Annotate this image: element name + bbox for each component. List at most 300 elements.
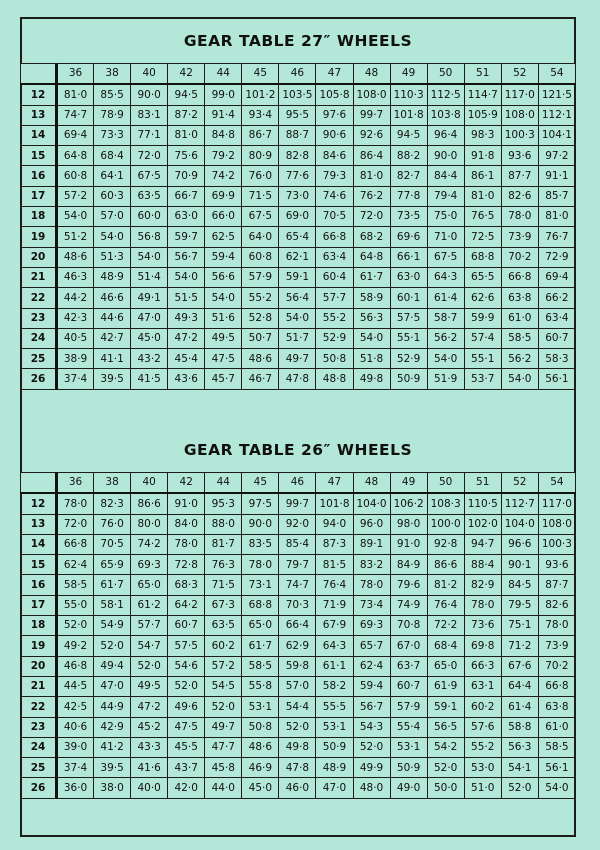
gear-cell: 84·8	[205, 125, 242, 145]
gear-cell: 38·0	[94, 778, 131, 798]
gear-cell: 49·5	[205, 328, 242, 348]
gear-cell: 103·5	[279, 84, 316, 105]
gear-cell: 80·0	[131, 514, 168, 534]
column-header: 50	[427, 64, 464, 85]
gear-cell: 54·1	[501, 758, 538, 778]
table-row	[21, 227, 576, 247]
gear-cell: 82·7	[390, 166, 427, 186]
column-header: 51	[464, 473, 501, 494]
gear-cell: 45·7	[205, 369, 242, 389]
gear-cell: 97·2	[538, 146, 575, 166]
gear-cell: 73·5	[390, 207, 427, 227]
row-header: 23	[21, 717, 57, 737]
gear-cell: 87·2	[168, 105, 205, 125]
column-header: 46	[279, 473, 316, 494]
gear-cell: 53·1	[390, 737, 427, 757]
row-header: 24	[21, 328, 57, 348]
gear-cell: 67·6	[501, 656, 538, 676]
gear-cell: 68·3	[168, 575, 205, 595]
column-header: 48	[353, 473, 390, 494]
gear-cell: 43·7	[168, 758, 205, 778]
table-row	[21, 105, 576, 125]
gear-cell: 105·9	[464, 105, 501, 125]
gear-cell: 46·0	[279, 778, 316, 798]
gear-cell: 59·1	[279, 267, 316, 287]
row-header: 16	[21, 166, 57, 186]
gear-cell: 55·1	[464, 349, 501, 369]
row-header: 18	[21, 207, 57, 227]
gear-cell: 68·4	[94, 146, 131, 166]
gear-cell: 47·5	[205, 349, 242, 369]
gear-cell: 54·0	[57, 207, 94, 227]
gear-cell: 100·0	[427, 514, 464, 534]
gear-cell: 47·5	[168, 717, 205, 737]
gear-cell: 60·7	[538, 328, 575, 348]
gear-cell: 69·3	[353, 616, 390, 636]
gear-cell: 110·3	[390, 84, 427, 105]
gear-cell: 59·7	[168, 227, 205, 247]
gear-cell: 56·2	[427, 328, 464, 348]
gear-cell: 49·4	[94, 656, 131, 676]
gear-cell: 82·8	[279, 146, 316, 166]
gear-cell: 66·2	[538, 288, 575, 308]
gear-cell: 49·9	[353, 758, 390, 778]
gear-cell: 60·8	[57, 166, 94, 186]
row-header: 26	[21, 778, 57, 798]
gear-cell: 61·7	[94, 575, 131, 595]
gear-cell: 49·7	[279, 349, 316, 369]
gear-cell: 110·5	[464, 493, 501, 514]
gear-cell: 66·1	[390, 247, 427, 267]
gear-cell: 64·8	[57, 146, 94, 166]
gear-cell: 66·4	[279, 616, 316, 636]
gear-cell: 55·4	[390, 717, 427, 737]
gear-cell: 81·0	[168, 125, 205, 145]
gear-cell: 51·2	[57, 227, 94, 247]
gear-cell: 64·1	[94, 166, 131, 186]
gear-cell: 102·0	[464, 514, 501, 534]
gear-cell: 39·0	[57, 737, 94, 757]
gear-cell: 82·6	[501, 186, 538, 206]
column-header: 52	[501, 64, 538, 85]
gear-cell: 78·0	[353, 575, 390, 595]
gear-cell: 46·3	[57, 267, 94, 287]
gear-cell: 57·5	[390, 308, 427, 328]
gear-cell: 82·3	[94, 493, 131, 514]
gear-cell: 101·2	[242, 84, 279, 105]
gear-cell: 54·0	[538, 778, 575, 798]
gear-cell: 96·4	[427, 125, 464, 145]
gear-cell: 54·2	[427, 737, 464, 757]
gear-cell: 104·1	[538, 125, 575, 145]
gear-cell: 84·5	[501, 575, 538, 595]
gear-cell: 70·5	[94, 534, 131, 554]
gear-cell: 61·4	[427, 288, 464, 308]
gear-cell: 61·7	[242, 636, 279, 656]
gear-cell: 100·3	[501, 125, 538, 145]
gear-cell: 52·9	[390, 349, 427, 369]
gear-cell: 42·7	[94, 328, 131, 348]
gear-cell: 88·0	[205, 514, 242, 534]
table-row	[21, 125, 576, 145]
gear-cell: 97·5	[242, 493, 279, 514]
column-header: 36	[57, 473, 94, 494]
gear-cell: 50·8	[242, 717, 279, 737]
gear-cell: 99·0	[205, 84, 242, 105]
gear-cell: 112·1	[538, 105, 575, 125]
gear-cell: 64·3	[427, 267, 464, 287]
gear-cell: 73·4	[353, 595, 390, 615]
gear-cell: 71·5	[205, 575, 242, 595]
gear-cell: 57·7	[131, 616, 168, 636]
gear-cell: 82·6	[538, 595, 575, 615]
gear-cell: 86·6	[427, 555, 464, 575]
gear-cell: 54·0	[131, 247, 168, 267]
gear-cell: 98·3	[464, 125, 501, 145]
row-header: 20	[21, 247, 57, 267]
gear-cell: 78·9	[94, 105, 131, 125]
gear-cell: 61·0	[501, 308, 538, 328]
gear-cell: 78·0	[464, 595, 501, 615]
gear-cell: 73·9	[538, 636, 575, 656]
row-header: 26	[21, 369, 57, 389]
gear-cell: 70·3	[279, 595, 316, 615]
gear-cell: 49·8	[353, 369, 390, 389]
gear-cell: 49·7	[205, 717, 242, 737]
row-header: 24	[21, 737, 57, 757]
gear-cell: 72·8	[168, 555, 205, 575]
gear-cell: 48·9	[316, 758, 353, 778]
gear-cell: 57·0	[279, 676, 316, 696]
gear-cell: 49·2	[57, 636, 94, 656]
gear-cell: 92·6	[353, 125, 390, 145]
gear-cell: 47·2	[168, 328, 205, 348]
header-row	[21, 473, 576, 494]
gear-cell: 46·9	[242, 758, 279, 778]
gear-cell: 76·0	[242, 166, 279, 186]
gear-cell: 67·0	[390, 636, 427, 656]
gear-cell: 57·0	[94, 207, 131, 227]
table-row	[21, 717, 576, 737]
gear-cell: 64·2	[168, 595, 205, 615]
gear-cell: 77·1	[131, 125, 168, 145]
table-row	[21, 534, 576, 554]
gear-cell: 67·5	[242, 207, 279, 227]
gear-cell: 65·0	[242, 616, 279, 636]
column-header: 52	[501, 473, 538, 494]
table-row	[21, 616, 576, 636]
gear-cell: 83·5	[242, 534, 279, 554]
gear-cell: 66·8	[538, 676, 575, 696]
column-header: 38	[94, 64, 131, 85]
gear-cell: 121·5	[538, 84, 575, 105]
row-header: 17	[21, 595, 57, 615]
gear-cell: 45·2	[131, 717, 168, 737]
header-row	[21, 64, 576, 85]
gear-cell: 58·9	[353, 288, 390, 308]
gear-cell: 52·0	[427, 758, 464, 778]
gear-cell: 56·6	[205, 267, 242, 287]
gear-cell: 92·8	[427, 534, 464, 554]
table-row	[21, 308, 576, 328]
gear-cell: 44·6	[94, 308, 131, 328]
column-header: 45	[242, 64, 279, 85]
gear-cell: 108·3	[427, 493, 464, 514]
gear-cell: 81·0	[538, 207, 575, 227]
gear-cell: 69·0	[279, 207, 316, 227]
gear-cell: 81·0	[353, 166, 390, 186]
gear-cell: 55·1	[390, 328, 427, 348]
table-row	[21, 514, 576, 534]
gear-cell: 62·1	[279, 247, 316, 267]
gear-cell: 79·5	[501, 595, 538, 615]
gear-cell: 64·8	[353, 247, 390, 267]
gear-cell: 76·3	[205, 555, 242, 575]
gear-cell: 70·5	[316, 207, 353, 227]
gear-cell: 52·0	[501, 778, 538, 798]
gear-cell: 65·7	[353, 636, 390, 656]
gear-cell: 48·6	[57, 247, 94, 267]
table-row	[21, 186, 576, 206]
column-header: 54	[538, 64, 575, 85]
gear-cell: 47·2	[131, 697, 168, 717]
gear-cell: 45·5	[168, 737, 205, 757]
table-row	[21, 493, 576, 514]
gear-cell: 63·5	[205, 616, 242, 636]
gear-cell: 50·9	[390, 369, 427, 389]
gear-table-27	[20, 19, 576, 390]
row-header: 15	[21, 146, 57, 166]
gear-cell: 93·6	[538, 555, 575, 575]
gear-cell: 75·1	[501, 616, 538, 636]
table-row	[21, 676, 576, 696]
gear-cell: 90·0	[242, 514, 279, 534]
gear-cell: 41·1	[94, 349, 131, 369]
table-title: GEAR TABLE 27″ WHEELS	[183, 32, 413, 50]
gear-cell: 87·7	[501, 166, 538, 186]
gear-cell: 114·7	[464, 84, 501, 105]
gear-cell: 67·5	[427, 247, 464, 267]
table-row	[21, 84, 576, 105]
gear-cell: 86·7	[242, 125, 279, 145]
gear-cell: 43·2	[131, 349, 168, 369]
gear-cell: 108·0	[501, 105, 538, 125]
gear-cell: 95·3	[205, 493, 242, 514]
gear-cell: 63·8	[501, 288, 538, 308]
gear-cell: 81·0	[57, 84, 94, 105]
gear-cell: 91·8	[464, 146, 501, 166]
gear-cell: 49·0	[390, 778, 427, 798]
gear-cell: 112·5	[427, 84, 464, 105]
corner-cell	[21, 473, 57, 494]
gear-cell: 106·2	[390, 493, 427, 514]
gear-cell: 65·9	[94, 555, 131, 575]
table-row	[21, 555, 576, 575]
gear-cell: 76·4	[427, 595, 464, 615]
gear-cell: 58·5	[57, 575, 94, 595]
gear-cell: 59·9	[464, 308, 501, 328]
gear-cell: 99·7	[279, 493, 316, 514]
gear-cell: 56·7	[353, 697, 390, 717]
gear-cell: 62·4	[353, 656, 390, 676]
gear-cell: 58·5	[501, 328, 538, 348]
gear-cell: 47·8	[279, 369, 316, 389]
gear-cell: 57·2	[205, 656, 242, 676]
row-header: 14	[21, 125, 57, 145]
gear-cell: 90·0	[427, 146, 464, 166]
column-header: 40	[131, 473, 168, 494]
gear-cell: 117·0	[501, 84, 538, 105]
gear-cell: 55·2	[242, 288, 279, 308]
gear-cell: 117·0	[538, 493, 575, 514]
gear-cell: 96·6	[501, 534, 538, 554]
gear-cell: 72·2	[427, 616, 464, 636]
gear-cell: 56·2	[501, 349, 538, 369]
gear-cell: 43·3	[131, 737, 168, 757]
gear-cell: 93·6	[501, 146, 538, 166]
gear-cell: 63·8	[538, 697, 575, 717]
row-header: 21	[21, 676, 57, 696]
gear-grid	[20, 472, 576, 799]
gear-cell: 88·7	[279, 125, 316, 145]
table-row	[21, 778, 576, 798]
gear-cell: 55·2	[464, 737, 501, 757]
gear-cell: 92·0	[279, 514, 316, 534]
gear-cell: 42·0	[168, 778, 205, 798]
gear-cell: 67·5	[131, 166, 168, 186]
gear-cell: 60·4	[316, 267, 353, 287]
gear-cell: 94·5	[168, 84, 205, 105]
gear-cell: 79·6	[390, 575, 427, 595]
gear-cell: 66·8	[501, 267, 538, 287]
gear-cell: 57·5	[168, 636, 205, 656]
table-row	[21, 146, 576, 166]
gear-cell: 40·6	[57, 717, 94, 737]
gear-cell: 74·7	[279, 575, 316, 595]
gear-cell: 46·8	[57, 656, 94, 676]
table-row	[21, 267, 576, 287]
gear-cell: 84·6	[316, 146, 353, 166]
gear-cell: 101·8	[390, 105, 427, 125]
gear-cell: 68·4	[427, 636, 464, 656]
gear-cell: 85·5	[94, 84, 131, 105]
table-row	[21, 328, 576, 348]
gear-cell: 58·5	[538, 737, 575, 757]
gear-cell: 63·4	[538, 308, 575, 328]
gear-cell: 49·1	[131, 288, 168, 308]
gear-cell: 48·8	[316, 369, 353, 389]
row-header: 22	[21, 288, 57, 308]
gear-cell: 48·6	[242, 349, 279, 369]
gear-cell: 66·0	[205, 207, 242, 227]
gear-cell: 44·0	[205, 778, 242, 798]
gear-cell: 68·8	[242, 595, 279, 615]
gear-cell: 50·0	[427, 778, 464, 798]
gear-cell: 59·8	[279, 656, 316, 676]
gear-cell: 79·7	[279, 555, 316, 575]
gear-cell: 49·3	[168, 308, 205, 328]
gear-cell: 46·7	[242, 369, 279, 389]
gear-cell: 82·9	[464, 575, 501, 595]
gear-cell: 44·5	[57, 676, 94, 696]
gear-cell: 56·1	[538, 758, 575, 778]
gear-cell: 90·6	[316, 125, 353, 145]
gear-cell: 81·5	[316, 555, 353, 575]
table-title: GEAR TABLE 26″ WHEELS	[183, 441, 413, 459]
gear-cell: 54·0	[205, 288, 242, 308]
gear-cell: 51·7	[279, 328, 316, 348]
gear-cell: 60·7	[168, 616, 205, 636]
gear-cell: 87·3	[316, 534, 353, 554]
gear-cell: 57·7	[316, 288, 353, 308]
gear-cell: 72·0	[57, 514, 94, 534]
gear-cell: 85·7	[538, 186, 575, 206]
table-row	[21, 369, 576, 389]
gear-cell: 86·1	[464, 166, 501, 186]
gear-cell: 75·6	[168, 146, 205, 166]
gear-cell: 54·0	[94, 227, 131, 247]
gear-cell: 108·0	[353, 84, 390, 105]
gear-cell: 72·0	[131, 146, 168, 166]
gear-cell: 99·7	[353, 105, 390, 125]
gear-cell: 61·0	[538, 717, 575, 737]
gear-cell: 63·1	[464, 676, 501, 696]
gear-cell: 53·7	[464, 369, 501, 389]
gear-cell: 91·0	[390, 534, 427, 554]
column-header: 45	[242, 473, 279, 494]
gear-cell: 58·2	[316, 676, 353, 696]
gear-cell: 44·9	[94, 697, 131, 717]
gear-cell: 68·2	[353, 227, 390, 247]
table-row	[21, 636, 576, 656]
gear-cell: 78·0	[538, 616, 575, 636]
gear-cell: 90·0	[131, 84, 168, 105]
gear-cell: 61·2	[131, 595, 168, 615]
gear-cell: 51·8	[353, 349, 390, 369]
gear-cell: 52·0	[353, 737, 390, 757]
gear-cell: 57·9	[390, 697, 427, 717]
table-row	[21, 656, 576, 676]
gear-cell: 43·6	[168, 369, 205, 389]
gear-cell: 62·6	[464, 288, 501, 308]
gear-cell: 51·9	[427, 369, 464, 389]
gear-cell: 73·3	[94, 125, 131, 145]
gear-cell: 56·5	[427, 717, 464, 737]
gear-cell: 66·8	[57, 534, 94, 554]
gear-cell: 98·0	[390, 514, 427, 534]
row-header: 20	[21, 656, 57, 676]
gear-cell: 74·9	[390, 595, 427, 615]
table-row	[21, 697, 576, 717]
gear-cell: 73·1	[242, 575, 279, 595]
gear-cell: 66·8	[316, 227, 353, 247]
row-header: 18	[21, 616, 57, 636]
gear-cell: 63·7	[390, 656, 427, 676]
gear-cell: 57·9	[242, 267, 279, 287]
gear-cell: 54·3	[353, 717, 390, 737]
gear-cell: 76·5	[464, 207, 501, 227]
gear-cell: 52·9	[316, 328, 353, 348]
gear-cell: 57·4	[464, 328, 501, 348]
table-row	[21, 207, 576, 227]
gear-cell: 56·4	[279, 288, 316, 308]
gear-cell: 57·6	[464, 717, 501, 737]
table-row	[21, 247, 576, 267]
gear-cell: 59·4	[353, 676, 390, 696]
gear-cell: 49·8	[279, 737, 316, 757]
column-header: 48	[353, 64, 390, 85]
gear-cell: 112·7	[501, 493, 538, 514]
